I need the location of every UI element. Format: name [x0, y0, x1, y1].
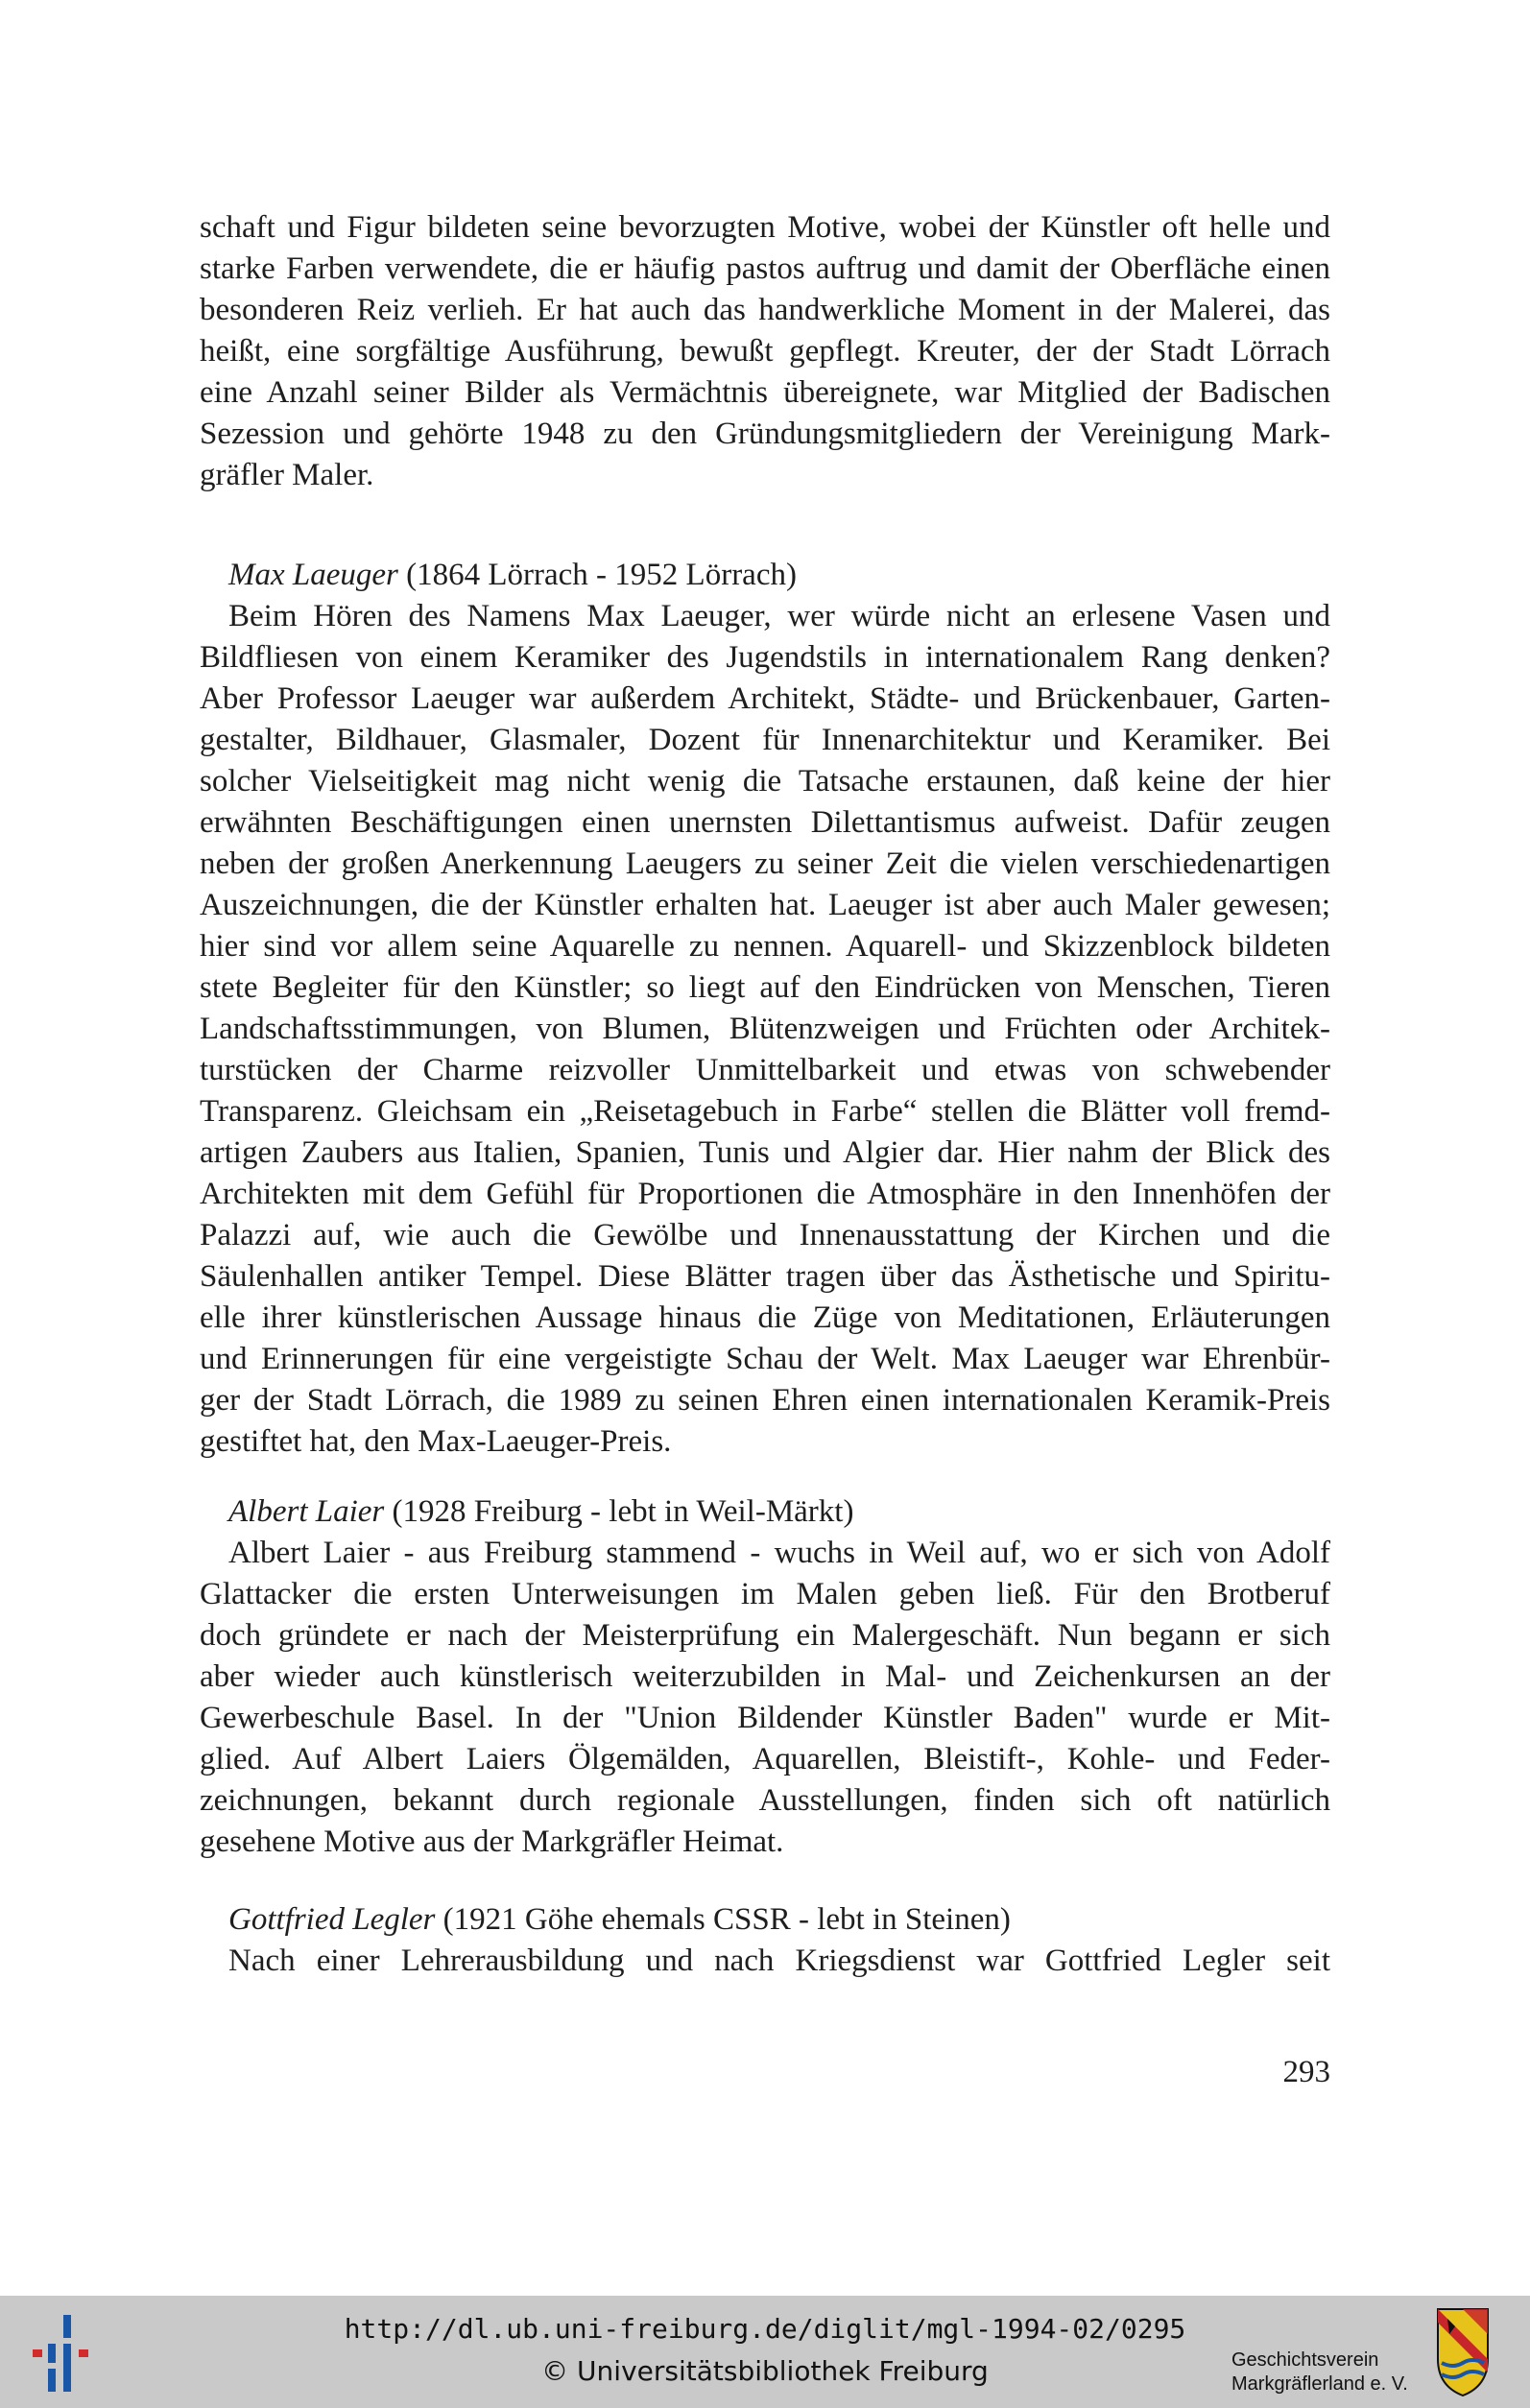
text-line: Glattacker die ersten Unterweisungen im Malen geben ließ. Für den Brotberuf — [200, 1577, 1330, 1611]
text-line: Säulenhallen antiker Tempel. Diese Blätter tragen über das Ästhetische und Spiritu- — [200, 1259, 1330, 1294]
publisher-line-2: Markgräflerland e. V. — [1231, 2373, 1408, 2395]
text-line: Landschaftsstimmungen, von Blumen, Blütenzweigen und Früchten oder Architek- — [200, 1012, 1330, 1046]
text-line: ger der Stadt Lörrach, die 1989 zu seinen Ehren einen internationalen Keramik-Preis — [200, 1383, 1330, 1418]
text-line: turstücken der Charme reizvoller Unmittelbarkeit und etwas von schwebender — [200, 1053, 1330, 1087]
artist-name: Gottfried Legler — [228, 1902, 436, 1937]
text-line: schaft und Figur bildeten seine bevorzugten Motive, wobei der Künstler oft helle und — [200, 210, 1330, 245]
text-line: stete Begleiter für den Künstler; so liegt auf den Eindrücken von Menschen, Tieren — [200, 970, 1330, 1005]
text-line: besonderen Reiz verlieh. Er hat auch das handwerkliche Moment in der Malerei, das — [200, 293, 1330, 327]
artist-dates: (1864 Lörrach - 1952 Lörrach) — [397, 558, 797, 592]
text-line: und Erinnerungen für eine vergeistigte Schau der Welt. Max Laeuger war Ehrenbür- — [200, 1342, 1330, 1376]
text-line: gräfler Maler. — [200, 458, 374, 492]
text-line: Auszeichnungen, die der Künstler erhalten hat. Laeuger ist aber auch Maler gewesen; — [200, 888, 1330, 922]
text-line: Architekten mit dem Gefühl für Proportionen die Atmosphäre in den Innenhöfen der — [200, 1177, 1330, 1211]
text-line: glied. Auf Albert Laiers Ölgemälden, Aquarellen, Bleistift-, Kohle- und Feder- — [200, 1742, 1330, 1776]
text-line: gesehene Motive aus der Markgräfler Heimat. — [200, 1824, 784, 1859]
section-0 — [200, 207, 1330, 496]
paragraph — [200, 207, 1330, 496]
text-line: elle ihrer künstlerischen Aussage hinaus die Züge von Meditationen, Erläuterungen — [200, 1300, 1330, 1335]
text-line: gestiftet hat, den Max-Laeuger-Preis. — [200, 1424, 672, 1459]
text-line: hier sind vor allem seine Aquarelle zu nennen. Aquarell- und Skizzenblock bildeten — [200, 929, 1330, 964]
artist-dates: (1928 Freiburg - lebt in Weil-Märkt) — [384, 1494, 854, 1529]
text-line: heißt, eine sorgfältige Ausführung, bewußt gepflegt. Kreuter, der der Stadt Lörrach — [200, 334, 1330, 369]
text-line: Gewerbeschule Basel. In der "Union Bildender Künstler Baden" wurde er Mit- — [200, 1701, 1330, 1735]
footer-bar — [0, 2296, 1530, 2408]
page-number: 293 — [1282, 2055, 1330, 2089]
text-line: Bildfliesen von einem Keramiker des Jugendstils in internationalem Rang denken? — [200, 640, 1330, 675]
text-line: zeichnungen, bekannt durch regionale Ausstellungen, finden sich oft natürlich — [200, 1783, 1330, 1818]
text-line: Palazzi auf, wie auch die Gewölbe und Innenausstattung der Kirchen und die — [200, 1218, 1330, 1252]
publisher-name — [1231, 2348, 1408, 2396]
text-line: neben der großen Anerkennung Laeugers zu seiner Zeit die vielen verschiedenartigen — [200, 846, 1330, 881]
document-url-link[interactable]: http://dl.ub.uni-freiburg.de/diglit/mgl-1994-02/0295 — [344, 2313, 1186, 2345]
text-line: aber wieder auch künstlerisch weiterzubilden in Mal- und Zeichenkursen an der — [200, 1659, 1330, 1694]
text-line: erwähnten Beschäftigungen einen unernsten Dilettantismus aufweist. Dafür zeugen — [200, 805, 1330, 840]
text-line: Transparenz. Gleichsam ein „Reisetagebuch in Farbe“ stellen die Blätter voll fremd- — [200, 1094, 1330, 1129]
text-line: artigen Zaubers aus Italien, Spanien, Tunis und Algier dar. Hier nahm der Blick des — [200, 1135, 1330, 1170]
text-line: doch gründete er nach der Meisterprüfung ein Malergeschäft. Nun begann er sich — [200, 1618, 1330, 1653]
paragraph — [200, 1533, 1330, 1863]
coat-of-arms-icon[interactable] — [1434, 2305, 1492, 2397]
text-line: Sezession und gehörte 1948 zu den Gründungsmitgliedern der Vereinigung Mark- — [200, 417, 1330, 451]
text-line: starke Farben verwendete, die er häufig pastos auftrug und damit der Oberfläche einen — [200, 251, 1330, 286]
text-line: eine Anzahl seiner Bilder als Vermächtnis übereignete, war Mitglied der Badischen — [200, 375, 1330, 410]
artist-heading — [200, 555, 1330, 596]
text-line: Nach einer Lehrerausbildung und nach Kriegsdienst war Gottfried Legler seit — [228, 1943, 1330, 1978]
text-line: gestalter, Bildhauer, Glasmaler, Dozent für Innenarchitektur und Keramiker. Bei — [200, 723, 1330, 757]
text-line: Albert Laier - aus Freiburg stammend - wuchs in Weil auf, wo er sich von Adolf — [228, 1536, 1330, 1570]
artist-name: Max Laeuger — [228, 558, 398, 592]
artist-heading — [200, 1899, 1330, 1941]
section-3 — [200, 1899, 1330, 1982]
section-1 — [200, 555, 1330, 1463]
artist-dates: (1921 Göhe ehemals CSSR - lebt in Steinen) — [435, 1902, 1011, 1937]
section-2 — [200, 1491, 1330, 1863]
copyright-text: © Universitätsbibliothek Freiburg — [541, 2355, 989, 2387]
text-line: Aber Professor Laeuger war außerdem Architekt, Städte- und Brückenbauer, Garten- — [200, 681, 1330, 716]
text-line: Beim Hören des Namens Max Laeuger, wer würde nicht an erlesene Vasen und — [228, 599, 1330, 633]
paragraph — [200, 596, 1330, 1463]
artist-heading — [200, 1491, 1330, 1533]
paragraph — [200, 1941, 1330, 1982]
artist-name: Albert Laier — [228, 1494, 385, 1529]
text-line: solcher Vielseitigkeit mag nicht wenig die Tatsache erstaunen, daß keine der hier — [200, 764, 1330, 799]
publisher-line-1: Geschichtsverein — [1231, 2349, 1379, 2371]
